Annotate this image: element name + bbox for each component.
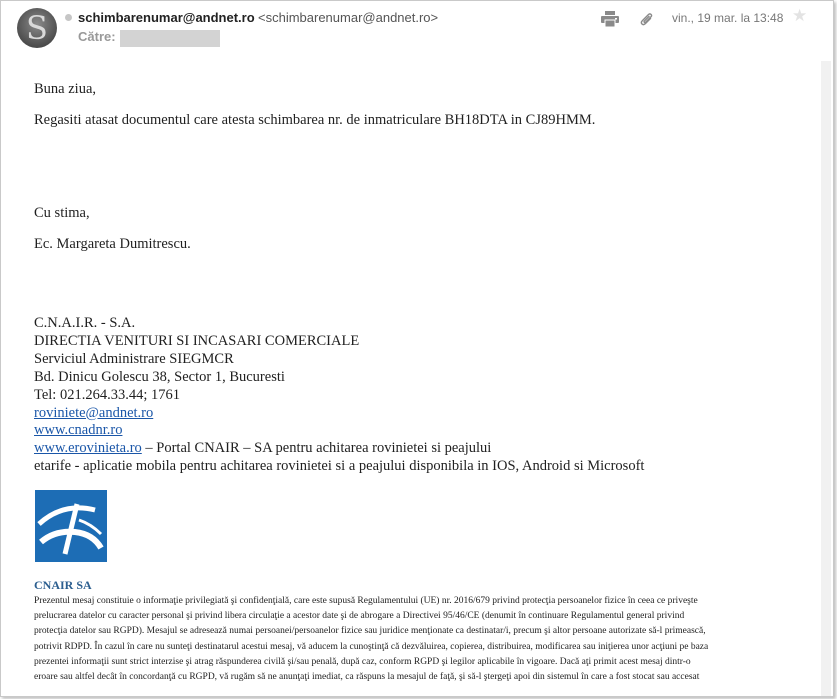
disclaimer-line: protecţia datelor sau RGPD). Mesajul se adresează numai persoanei/persoanelor fizice sau juridice menţionate ca destinatar/i, precum şi altor persoane autorizate să-l primească, xyxy=(34,626,706,637)
recipient-redacted xyxy=(120,30,220,47)
company-name: CNAIR SA xyxy=(34,578,92,592)
sender-name[interactable]: schimbarenumar@andnet.ro xyxy=(78,10,255,25)
disclaimer-line: eroare sau altfel decât în concordanţă cu RGPD, vă rugăm să ne anunţaţi imediat, ca răspuns la mesajul de faţă, şi să-l ştergeţi apoi din sistemul în care a fost stocat sau accesat xyxy=(34,672,700,683)
message-text: Regasiti atasat documentul care atesta schimbarea nr. de inmatriculare BH18DTA in CJ89HMM. xyxy=(34,112,596,128)
star-icon[interactable]: ★ xyxy=(792,6,808,25)
signature-phone: Tel: 021.264.33.44; 1761 xyxy=(34,386,180,403)
sender-avatar[interactable] xyxy=(17,8,57,48)
presence-dot xyxy=(65,14,72,21)
signer-name: Ec. Margareta Dumitrescu. xyxy=(34,236,191,252)
sender-email: <schimbarenumar@andnet.ro> xyxy=(258,10,439,25)
disclaimer-line: potrivit RDPD. În cazul în care nu sunteţi destinatarul acestui mesaj, vă aducem la cunoştinţă că dezvăluirea, copierea, distribuirea, modificarea sau iniţierea unor acţiuni pe baza xyxy=(34,641,709,652)
legal-disclaimer xyxy=(34,594,794,685)
email-date: vin., 19 mar. la 13:48 xyxy=(672,11,784,25)
disclaimer-line: Prezentul mesaj constituie o informaţie privilegiată şi confidenţială, care este supusă Regulamentului (UE) nr. 2016/679 privind protecţia persoanelor fizice în ceea ce priveşte xyxy=(34,596,698,606)
attachment-icon[interactable] xyxy=(640,11,654,27)
avatar-letter: S xyxy=(26,9,48,47)
recipient-label: Către: xyxy=(78,29,116,44)
website-link[interactable]: www.cnadnr.ro xyxy=(34,422,123,439)
signature-company: C.N.A.I.R. - S.A. xyxy=(34,315,136,331)
disclaimer-line: prezentei informaţii sunt strict interzise şi atrag răspunderea civilă şi/sau penală, după caz, conform RGPD şi legilor aplicabile în vigoare. Dacă aţi primit acest mesaj dintr-o xyxy=(34,656,691,667)
disclaimer-line: prelucrarea datelor cu caracter personal şi privind libera circulaţie a acestor date şi de abrogare a Directivei 95/46/CE (denumit în continuare Regulamentul general privind xyxy=(34,611,685,622)
etarife-text: etarife - aplicatie mobila pentru achitarea rovinietei si a peajului disponibila in IOS, Android si Microsoft xyxy=(34,458,645,475)
email-header xyxy=(1,1,833,61)
closing: Cu stima, xyxy=(34,205,90,221)
signature-department: DIRECTIA VENITURI SI INCASARI COMERCIALE xyxy=(34,332,360,349)
email-link[interactable]: roviniete@andnet.ro xyxy=(34,404,154,421)
print-icon[interactable] xyxy=(601,11,619,27)
portal-description: – Portal CNAIR – SA pentru achitarea rovinietei si peajului xyxy=(141,440,492,457)
greeting: Buna ziua, xyxy=(34,81,97,97)
portal-link[interactable]: www.erovinieta.ro xyxy=(34,440,142,457)
signature-address: Bd. Dinicu Golescu 38, Sector 1, Bucuresti xyxy=(34,368,285,385)
signature-service: Serviciul Administrare SIEGMCR xyxy=(34,350,234,367)
scrollbar[interactable] xyxy=(821,61,831,696)
signature-block xyxy=(34,315,644,476)
cnair-logo xyxy=(35,490,107,562)
